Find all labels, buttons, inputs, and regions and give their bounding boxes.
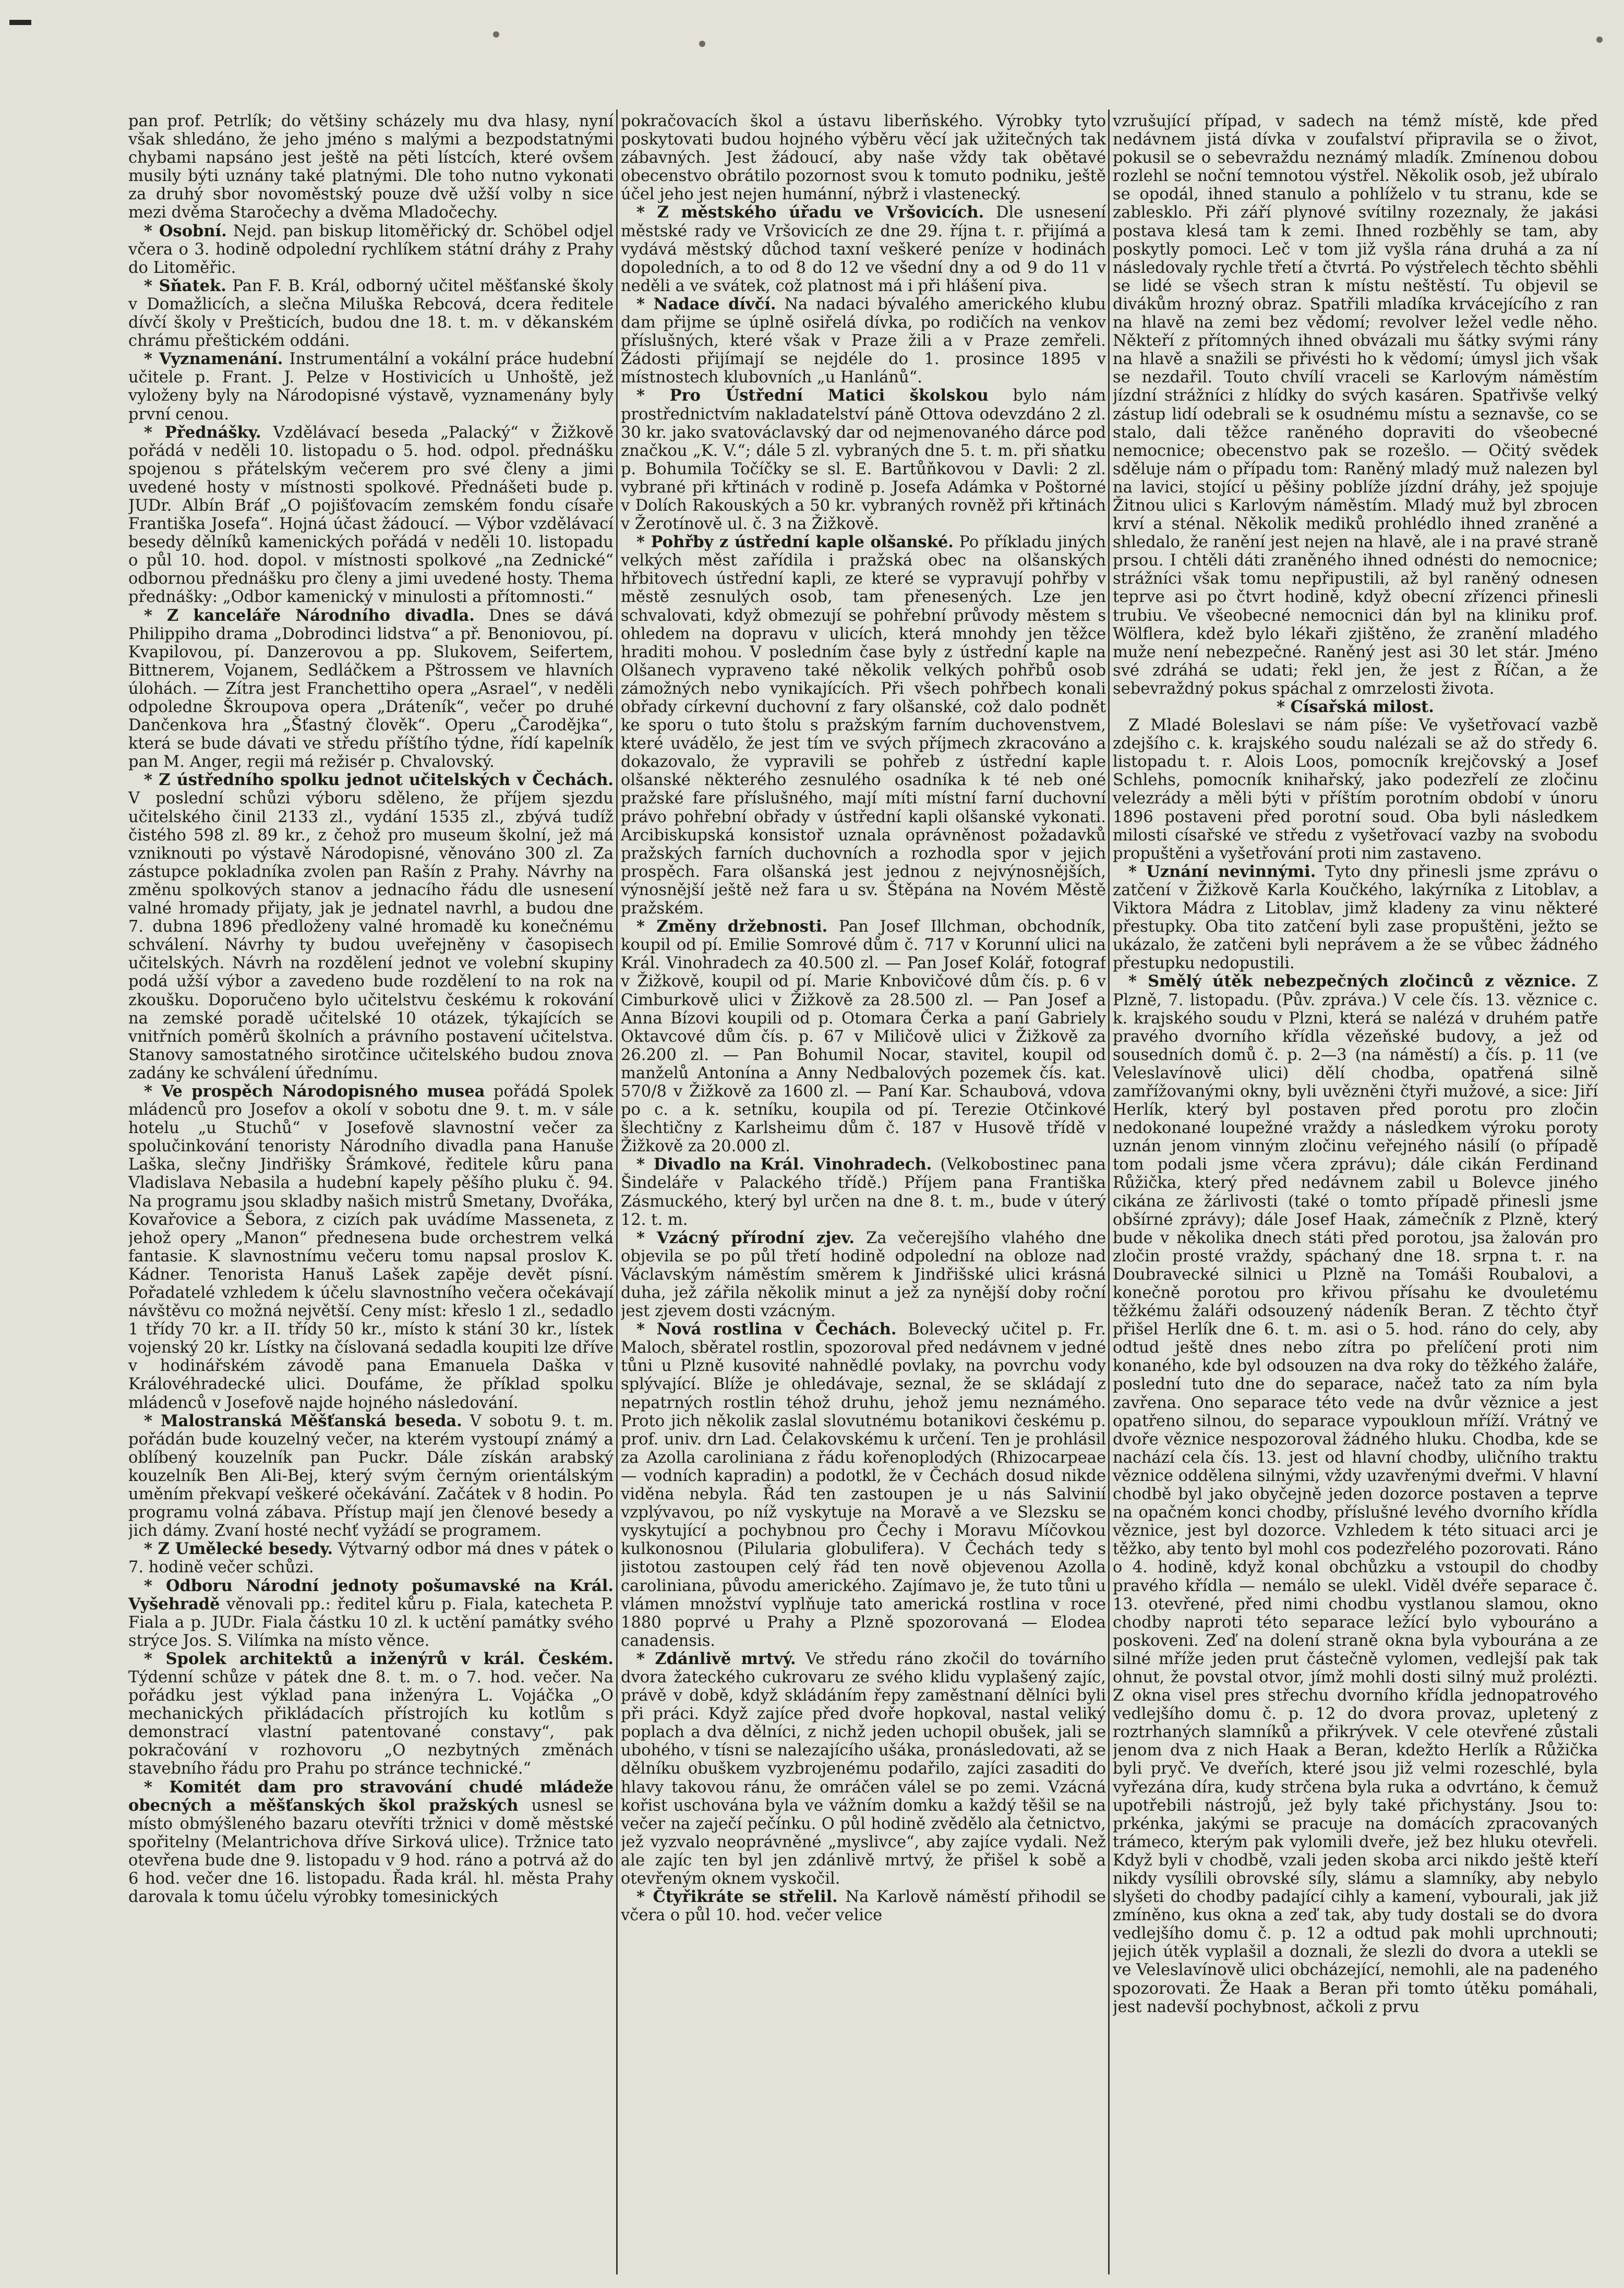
column-1 — [128, 112, 613, 2274]
article-heading: * Vyznamenání. — [144, 350, 283, 369]
scan-edge-mark — [9, 20, 31, 25]
article-heading: * Z kanceláře Národního divadla. — [144, 606, 475, 625]
article-heading: * Císařská milost. — [1277, 697, 1434, 716]
article-paragraph — [128, 771, 613, 1082]
scan-speck — [1596, 37, 1603, 43]
article-body: Pan F. B. Král, odborný učitel měšťanské školy v Domažlicích, a slečna Miluška Rebcová, dcera ředitele dívčí školy v Prešticích, budou dne 18. t. m. v děkanském chrámu přeštickém oddáni. — [128, 276, 613, 351]
article-body: Z Mladé Boleslavi se nám píše: Ve vyšetřovací vazbě zdejšího c. k. krajského soudu nalézali se až do středy 6. listopadu t. r. Alois Loos, pomocník krejčovský a Josef Schlehs, pomocník knihařský, jako podezřelí ze zločinu velezrády a měli býti v příštím porotním období v únoru 1896 postaveni před porotní soud. Oba byli následkem milosti císařské ve středu z vyšetřovací vazby na svobodu propuštěni a vyšetřování proti nim zastaveno. — [1113, 716, 1598, 863]
article-paragraph — [128, 424, 613, 607]
article-body: Bolevecký učitel p. Fr. Maloch, sběratel rostlin, spozoroval před nedávnem v jedné tůni u Plzně kusovité nahnědlé povlaky, na povrchu vody splývající. Blíže je ohledávaje, seznal, že se skládají z nepatrných rostlin téhož druhu, jehož jemu neznámého. Proto jich několik zaslal slovutnému botanikovi českému p. prof. univ. drn Lad. Čelakovskému k určení. Ten je prohlásil za Azolla caroliniana z řádu kořenoplodých (Rhizocarpeae — vodních kapradin) a podotkl, že v Čechách dosud nikde viděna nebyla. Řád ten zastoupen je u nás Salvinií vzplývavou, po níž vyskytuje na Moravě a ve Slezsku se vyskytující a pochybnou pro Čechy i Moravu Míčovkou kulkonosnou (Pilularia globulifera). V Čechách tedy s jistotou zastoupen celý řád ten nově objevenou Azolla caroliniana, původu amerického. Zajímavo je, že tuto tůni u vlámen množství vyplňuje tato americká rostlina v roce 1880 poprvé u Prahy a Plzně spozorovaná — Elodea canadensis. — [621, 1320, 1106, 1650]
article-body: V poslední schůzi výboru sděleno, že příjem sjezdu učitelského činil 2133 zl., vydání 1535 zl., zbývá tudíž čistého 598 zl. 89 kr., z čehož pro museum školní, jež má vzniknouti po výstavě Národopisné, věnováno 300 zl. Za zástupce pokladníka zvolen pan Rašín z Prahy. Návrhy na změnu spolkových stanov a jednacího řádu dle usnesení valné hromady přijaty, jak je jednatel navrhl, a budou dne 7. dubna 1896 předloženy valné hromadě ku konečnému schválení. Návrhy ty budou uveřejněny v časopisech učitelských. Návrh na rozdělení jednot ve volební skupiny podá užší výbor a zavedeno bude rozdělení to na rok na zkoušku. Doporučeno bylo učitelstvu českému k rokování na zemské poradě učitelské 10 otázek, týkajících se vnitřních poměrů školních a právního postavení učitelstva. Stanovy samostatného sirotčince učitelského budou znova zadány ke schválení úřednímu. — [128, 789, 613, 1082]
article-paragraph — [128, 112, 613, 222]
article-paragraph — [621, 1155, 1106, 1229]
article-paragraph — [128, 1650, 613, 1778]
column-2 — [621, 112, 1106, 2274]
article-body: Pan Josef Illchman, obchodník, koupil od pí. Emilie Somrové dům č. 717 v Korunní ulici na Král. Vinohradech za 40.500 zl. — Pan Josef Kolář, fotograf v Žižkově, koupil od pí. Marie Knbovičové dům čís. p. 6 v Cimburkově ulici v Žižkově za 28.500 zl. — Pan Josef a Anna Bízovi koupili od p. Otomara Čerka a paní Gabriely Oktavcové dům čís. p. 67 v Miličově ulici v Žižkově za 26.200 zl. — Pan Bohumil Nocar, stavitel, koupil od manželů Antonína a Anny Nedbalových pozemek čís. kat. 570/8 v Žižkově za 1600 zl. — Paní Kar. Schaubová, vdova po c. a k. setníku, koupila od pí. Terezie Otčinkové šlechtičny z Karlsheimu dům č. 187 v Husově třídě v Žižkově za 20.000 zl. — [621, 918, 1106, 1156]
article-heading: * Komitét dam pro stravování chudé mládeže obecných a měšťanských škol pražských — [128, 1777, 613, 1815]
article-body: Za večerejšího vlahého dne objevila se po půl třetí hodině odpolední na obloze nad Václavským náměstím směrem k Jindřišské ulici krásná duha, jež zářila několik minut a jež za nynější doby roční jest zjevem dosti vzácným. — [621, 1229, 1106, 1321]
article-heading: * Čtyřikráte se střelil. — [636, 1887, 838, 1907]
article-body: (Velkobostinec pana Šindeláře v Palackého třídě.) Příjem pana Františka Zásmuckého, který byl určen na dne 8. t. m., bude v úterý 12. t. m. — [621, 1155, 1106, 1229]
article-heading: * Nadace dívčí. — [636, 294, 776, 314]
scan-speck — [699, 41, 705, 47]
article-body: bylo nám prostřednictvím nakladatelství páně Ottova odevzdáno 2 zl. 30 kr. jako svatováclavský dar od nejmenovaného dárce pod značkou „K. V.“; dále 5 zl. vybraných dne 5. t. m. při sňatku p. Bohumila Točíčky se sl. E. Bartůňkovou v Davli: 2 zl. vybrané při křtinách v rodině p. Josefa Adámka v Poštorné v Dolích Rakouských a 50 kr. vybraných rovněž při křtinách v Žerotínově ul. č. 3 na Žižkově. — [621, 387, 1106, 534]
article-body: V sobotu 9. t. m. pořádán bude kouzelný večer, na kterém vystoupí známý a oblíbený kouzelník pan Puckr. Dále získán arabský kouzelník Ben Ali-Bej, který svým černým orientálským uměním překvapí veškeré očekávání. Začátek v 8 hodin. Po programu volná zábava. Přístup mají jen členové besedy a jich dámy. Zvaní hosté nechť vyžádí se programem. — [128, 1412, 613, 1540]
article-paragraph — [1113, 972, 1598, 2016]
article-paragraph — [128, 1778, 613, 1907]
column-3 — [1113, 112, 1598, 2274]
article-body: vzrušující případ, v sadech na témž místě, kde před nedávnem jistá dívka v zoufalství připravila se o život, pokusil se o sebevraždu neznámý mladík. Zmínenou dobou rozlehl se noční temnotou výstřel. Několik osob, jež ubíralo se opodál, ihned stanulo a pohlíželo v tu stranu, kde se zablesklo. Při září plynové svítilny rozeznaly, že jakási postava klesá tam k zemi. Ihned rozběhly se tam, aby poskytly pomoci. Leč v tom již vyšla rána druhá a za ní následovaly rychle třetí a čtvrtá. Po výstřelech těchto sběhli se lidé se všech stran k místu neštěstí. Tu objevil se divákům hrozný obraz. Spatřili mladíka krvácejícího z ran na hlavě na zemi bez vědomí; revolver ležel vedle něho. Někteří z přítomných ihned obvázali mu šátky svými rány na hlavě a snažili se přivésti ho k vědomí; úmysl jich však se nezdařil. Touto chvílí vraceli se Karlovým náměstím jízdní strážníci z hlídky do svých kasáren. Spatřivše velký zástup lidí odebrali se k osudnému místu a seznavše, co se stalo, dali těžce raněného dopraviti do všeobecné nemocnice; obecenstvo pak se rozešlo. — Očitý svědek sděluje nám o případu tom: Raněný mladý muž nalezen byl na lavici, stojící u pěšiny poblíže jízdní dráhy, jež spojuje Žitnou ulici s Karlovým náměstím. Mladý muž byl zbrocen krví a sténal. Několik mediků prohlédlo ihned zraněné a shledalo, že ranění jest nejen na hlavě, ale i na pravé straně prsou. I chtěli dáti zraněného ihned odnésti do nemocnice; strážníci však tomu nepřipustili, až byl raněný odnesen teprve asi po čtvrt hodině, když obecní zřízenci přinesli trubiu. Ve všeobecné nemocnici dán byl na kliniku prof. Wölflera, kdež bylo lékaři zjištěno, že zranění mladého muže není nebezpečné. Raněný jest asi 30 let stár. Jméno své zdráhá se udati; řekl jen, že jest z Říčan, a že sebevraždný pokus spáchal z omrzelosti života. — [1113, 112, 1598, 698]
column-rule — [616, 110, 618, 2274]
article-heading: * Změny držebnosti. — [636, 917, 828, 936]
article-heading: * Malostranská Měšťanská beseda. — [144, 1411, 462, 1430]
article-body: Nejd. pan biskup litoměřický dr. Schöbel odjel včera o 3. hodině odpolední rychlíkem státní dráhy z Prahy do Litoměřic. — [128, 222, 613, 277]
article-body: Z Plzně, 7. listopadu. (Pův. zpráva.) V cele čís. 13. věznice c. k. krajského soudu v Plzni, která se nalézá v druhém patře pravého dvorního křídla vězeňské budovy, a jež od sousedních domů č. p. 2—3 (na náměstí) a čís. p. 11 (ve Veleslavínově ulici) dělí chodba, opatřená silně zamřížovanými okny, byli uvězněni čtyři mužové, a sice: Jiří Herlík, který byl postaven před porotu pro zločin nedokonané loupežné vraždy a následkem výroku poroty uznán jenom vinným zločinu veřejného násilí (o případě tom podali jsme včera zprávu); dále cikán Ferdinand Růžička, který před nedávnem zabil u Bolevce jiného cikána ze žárlivosti (také o tomto případě přinesli jsme obšírné zprávy); dále Josef Haak, zámečník z Plzně, který bude v několika dnech státi před porotou, jsa žalován pro zločin prosté vraždy, spáchaný dne 18. srpna t. r. na Doubravecké silnici u Plzně na Tomáši Roubalovi, a konečně porotou pro křivou přísahu ke dvouletému těžkému žaláři odsouzený nádeník Beran. Z těchto čtyř přišel Herlík dne 6. t. m. asi o 5. hod. ráno do cely, aby odtud ještě dnes nebo zítra po přelíčení proti nim konaného, kde byl odsouzen na dva roky do těžkého žaláře, poslední tuto dne do separace, načež tato za ním byla zavřena. Ono separace této vede na dvůr věznice a jest opatřeno silnou, do separace vypoukloun mříží. Vrátný ve dvoře věznice nespozoroval žádného hluku. Chodba, kde se nachází cela čís. 13. jest od hlavní chodby, uličního traktu věznice oddělena silnými, vždy uzavřenými dveřmi. V hlavní chodbě byl jako obyčejně jeden dozorce postaven a teprve na opačném konci chodby, příslušné levého dvorního křídla věznice, jest byl dozorce. Vzhledem k této situaci arci je těžko, aby tento byl mohl cos podezřelého pozorovati. Ráno o 4. hodině, když konal obchůzku a vstoupil do chodby pravého křídla — nemálo se ulekl. Viděl dvéře separace č. 13. otevřené, před nimi chodbu vystlanou slamou, okno chodby naproti této separace ležící bylo vybouráno a poskoveni. Zeď na dolení straně okna byla vybourána a ze silné mříže jeden prut částečně vylomen, vedlejší pak tak ohnut, že povstal otvor, jímž mohli dosti silný muž prolézti. Z okna visel pres střechu dvorního křídla jednopatrového vedlejšího domu č. p. 12 do dvora provaz, upletený z roztrhaných slamníků a přikrývek. V cele otevřené zůstali jenom dva z nich Haak a Beran, kdežto Herlík a Růžička byli pryč. Ve dveřích, které jsou již velmi rozeschlé, byla vyřezána díra, kudy strčena byla ruka a odvrtáno, k čemuž upotřebili nástrojů, jež byly také přichystány. Jsou to: prkénka, jakými se pracuje na domácích zpracovaných trámeco, kterým pak vylomili dveře, jež bez hluku otevřeli. Když byli v chodbě, vzali jeden skoba arci nikdo ještě kteří nikdy vysílili obrovské síly, slámu a slamníky, aby nebylo slyšeti do chodby padající cihly a kamení, vybourali, jak již zmíněno, kus okna a zeď tak, aby tudy dostali se do dvora vedlejšího domu č. p. 12 a odtud pak mohli uprchnouti; jejich útěk vyplašil a doznali, že slezli do dvora a utekli se ve Veleslavínově ulici obcházející, nemohli, ale na padeného spozorovati. Že Haak a Beran při tomto útěku pomáhali, jest nadevší pochybnost, ačkoli z prvu — [1113, 972, 1598, 2016]
article-body: Výtvarný odbor má dnes v pátek o 7. hodině večer schůzi. — [128, 1540, 613, 1577]
article-paragraph — [621, 387, 1106, 533]
article-paragraph — [128, 1540, 613, 1576]
scan-speck — [493, 31, 499, 38]
article-heading: * Odboru Národní jednoty pošumavské na Král. Vyšehradě — [128, 1576, 613, 1613]
article-paragraph — [621, 295, 1106, 387]
article-body: Týdenní schůze v pátek dne 8. t. m. o 7. hod. večer. Na pořádku jest výklad pana inženýra L. Vojáčka „O mechanických přikládacích přístrojích ku kotlům s demonstrací vlastní patentované constavy“, pak pokračování v rozhovoru „O nezbytných změnách stavebního řádu pro Prahu po stránce technické.“ — [128, 1668, 613, 1778]
article-heading: * Přednášky. — [144, 423, 261, 442]
article-heading: * Smělý útěk nebezpečných zločinců z věznice. — [1128, 972, 1577, 991]
article-body: Ve středu ráno zkočil do továrního dvora žateckého cukrovaru ze svého klidu vyplašený zajíc, právě v době, když skládáním řepy zaměstnaní dělníci byli při práci. Když zajíce před dvoře hopkoval, nastal veliký poplach a dva dělníci, z nichž jeden uchopil obušek, jali se ubohého, v tísni se nalezajícího ušáka, pronásledovati, až se dělníku obuškem vyzbrojenému podařilo, zajíci zasaditi do hlavy takovou ránu, že omráčen válel se po zemi. Vzácná kořist uschována byla ve vážním domku a každý těšil se na večer na zaječí pečínku. O půl hodině zvědělo ala četnictvo, jež vyzvalo neoprávněné „myslivce“, aby zajíce vydali. Než ale zajíc ten byl jen zdánlivě mrtvý, že přišel k sobě a otevřeným oknem vyskočil. — [621, 1649, 1106, 1888]
article-paragraph — [128, 607, 613, 772]
article-heading: * Z Umělecké besedy. — [144, 1539, 333, 1559]
article-paragraph — [621, 918, 1106, 1155]
article-heading: * Z ústředního spolku jednot učitelských v Čechách. — [144, 770, 613, 790]
article-paragraph — [621, 1229, 1106, 1320]
article-body: věnovali pp.: ředitel kůru p. Fiala, katecheta P. Fiala a p. JUDr. Fiala částku 10 zl. k uctění památky svého strýce Jos. S. Vilímka na místo věnce. — [128, 1595, 613, 1650]
article-paragraph — [128, 350, 613, 423]
article-body: Vzdělávací beseda „Palacký“ v Žižkově pořádá v neděli 10. listopadu o 5. hod. odpol. přednášku spojenou s přátelským večerem pro své členy a jimi uvedené hosty v místnosti spolkové. Přednášeti bude p. JUDr. Albín Bráf „O pojišťovacím zemském fondu císaře Františka Josefa“. Hojná účast žádoucí. — Výbor vzdělávací besedy dělníků kamenických pořádá v neděli 10. listopadu o půl 10. hod. dopol. v místnosti spolkové „na Zednické“ odbornou přednášku pro členy a jimi uvedené hosty. Thema přednášky: „Odbor kamenický v minulosti a přítomnosti.“ — [128, 423, 613, 607]
article-paragraph — [1113, 863, 1598, 973]
article-heading: * Osobní. — [144, 221, 227, 240]
article-paragraph — [128, 1082, 613, 1412]
article-heading: * Z městského úřadu ve Vršovicích. — [636, 203, 984, 222]
article-body: Na Karlově náměstí přihodil se včera o půl 10. hod. večer velice — [621, 1888, 1106, 1925]
article-paragraph — [621, 533, 1106, 918]
article-body: Po příkladu jiných velkých měst zařídila i pražská obec na olšanských hřbitovech ústřední kapli, ze které se vypravují pohřby v městě zesnulých osob, tam přenesených. Lze jen schvalovati, když obmezují se pohřební průvody městem s ohledem na dopravu v ulicích, která mnohdy jen těžce hraditi mohou. V posledním čase byly z ústřední kaple na Olšanech vypraveno také několik velkých pohřbů osob zámožných nebo vynikajících. Při všech pohřbech konali obřady církevní duchovní z fary olšanské, což dalo podnět ke sporu o tuto štolu s pražským farním duchovenstvem, které uvádělo, že jest tím ve svých příjmech zkracováno a dokazovalo, že vypravili se pohřeb z ústřední kaple olšanské některého zesnulého osadníka k té neb oné pražské fare příslušného, mají míti místní farní duchovní právo pohřební obřady v ústřední kapli olšanské vykonati. Arcibiskupská konsistoř uznala oprávněnost požadavků pražských farních duchovních a rozhodla spor v jejich prospěch. Fara olšanská jest jednou z nejvýnosnějších, výnosnější ještě než fara u sv. Štěpána na Novém Městě pražském. — [621, 533, 1106, 918]
article-heading: * Sňatek. — [144, 276, 226, 295]
article-heading: * Zdánlivě mrtvý. — [636, 1649, 796, 1668]
article-paragraph — [621, 112, 1106, 203]
article-heading: * Pohřby z ústřední kaple olšanské. — [636, 533, 954, 552]
article-body: Dle usnesení městské rady ve Vršovicích ze dne 29. října t. r. přijímá a vydává městský důchod taxní veškeré peníze v hodinách dopoledních, a to od 8 do 12 ve všední dny a od 9 do 11 v neděli a ve svátek, což platnost má i při hlášení piva. — [621, 203, 1106, 295]
article-body: Dnes se dává Philippiho drama „Dobrodinci lidstva“ a př. Benoniovou, pí. Kvapilovou, pí. Danzerovou a pp. Slukovem, Seifertem, Bittnerem, Vojanem, Sedláčkem a Pštrossem ve hlavních úlohách. — Zítra jest Franchettiho opera „Asrael“, v neděli odpoledne Škroupova opera „Dráteník“, večer po druhé Dančenkova hra „Šťastný člověk“. Operu „Čarodějka“, která se bude dávati ve středu příštího týdne, řídí kapelník pan M. Anger, regii má režisér p. Chvalovský. — [128, 606, 613, 772]
article-paragraph — [1113, 716, 1598, 863]
article-paragraph — [621, 203, 1106, 295]
article-heading: * Ve prospěch Národopisného musea — [144, 1081, 485, 1101]
article-body: Tyto dny přinesli jsme zprávu o zatčení v Žižkově Karla Koučkého, lakýrníka z Litoblav, a Viktora Mádra z Litoblav, jimž kladeny za vinu některé přestupky. Oba tito zatčení byli zase propuštěni, ježto se ukázalo, že zatčeni byli neprávem a že se vůbec žádného přestupku nedopustili. — [1113, 862, 1598, 973]
article-body: Instrumentální a vokální práce hudební učitele p. Frant. J. Pelze v Hostivicích u Unhoště, jež vyloženy byly na Národopisné výstavě, vyznamenány byly první cenou. — [128, 350, 613, 424]
column-rule — [1108, 110, 1110, 2274]
article-paragraph — [621, 1650, 1106, 1888]
article-heading: * Vzácný přírodní zjev. — [636, 1228, 855, 1247]
article-heading: * Pro Ústřední Matici školskou — [636, 386, 989, 405]
article-body: pořádá Spolek mládenců pro Josefov a okolí v sobotu dne 9. t. m. v sále hotelu „u Stuchů“ v Josefově slavnostní večer za spolučinkování tenoristy Národního divadla pana Hanuše Laška, slečny Jindřišky Šrámkové, ředitele kůru pana Vladislava Nebasila a hudební kapely pěšího pluku č. 94. Na programu jsou skladby našich mistrů Smetany, Dvořáka, Kovařovice a Šebora, z cizích pak uvádíme Masseneta, z jehož opery „Manon“ přednesena bude orchestrem velká fantasie. K slavnostnímu večeru tomu napsal proslov K. Kádner. Tenorista Hanuš Lašek zapěje devět písní. Pořadatelé vzhledem k účelu slavnostního večera očekávají návštěvu co možná největší. Ceny míst: křeslo 1 zl., sedadlo 1 třídy 70 kr. a II. třídy 50 kr., místo k stání 30 kr., lístek vojenský 20 kr. Lístky na číslovaná sedadla koupiti lze dříve v hodinářském závodě pana Emanuela Daška v Královéhradecké ulici. Doufáme, že příklad spolku mládenců v Josefově najde hojného následování. — [128, 1082, 613, 1412]
article-heading: * Nová rostlina v Čechách. — [636, 1320, 897, 1339]
article-body: Na nadaci bývalého amerického klubu dam přijme se úplně osiřelá dívka, po rodičích na venkov příslušných, které však v Praze žili a v Praze zemřeli. Žádosti přijímají se nejdéle do 1. prosince 1895 v místnostech klubovních „u Hanlánů“. — [621, 295, 1106, 387]
article-paragraph — [1113, 112, 1598, 698]
article-paragraph — [128, 1577, 613, 1650]
article-heading: * Spolek architektů a inženýrů v král. Českém. — [144, 1649, 613, 1668]
article-body: pokračovacích škol a ústavu liberňského. Výrobky tyto poskytovati budou hojného výběru věcí jak užitečných tak zábavných. Jest žádoucí, aby naše vždy tak obětavé obecenstvo obrátilo pozornost svou k tomuto podniku, ještě účel jeho jest nejen humánní, nýbrž i vlastenecký. — [621, 112, 1106, 204]
article-heading: * Uznání nevinnými. — [1128, 862, 1316, 881]
article-paragraph — [128, 277, 613, 350]
article-paragraph — [621, 1320, 1106, 1650]
article-paragraph — [128, 222, 613, 277]
article-paragraph — [128, 1412, 613, 1540]
article-heading: * Divadlo na Král. Vinohradech. — [636, 1155, 932, 1174]
article-paragraph — [621, 1888, 1106, 1924]
article-body: usnesl se místo obmýšleného bazaru otevříti tržnici v domě městské spořitelny (Melantrichova dříve Sirková ulice). Tržnice tato otevřena bude dne 9. listopadu v 9 hod. ráno a potrvá až do 6 hod. večer dne 16. listopadu. Řada král. hl. města Prahy darovala k tomu účelu výrobky tomesinických — [128, 1796, 613, 1907]
article-body: pan prof. Petrlík; do většiny scházely mu dva hlasy, nyní však shledáno, že jeho jméno s malými a bezpodstatnými chybami napsáno jest ještě na pěti lístcích, které ovšem musily býti uznány také platnými. Dle toho nutno vykonati za druhý sbor novoměstský pouze dvě užší volby n sice mezi dvěma Staročechy a dvěma Mladočechy. — [128, 112, 613, 222]
